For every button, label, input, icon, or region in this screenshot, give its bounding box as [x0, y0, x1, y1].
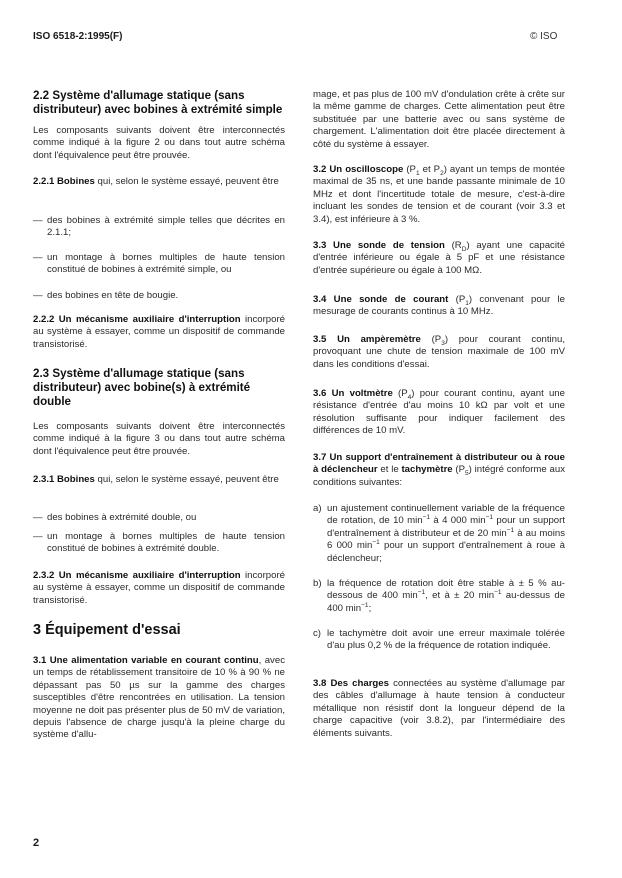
text-run: , avec un temps de rétablissement transitoire de 10 % à 90 % ne dépassant pas 50 µs sur la gamme des charges susceptibles d'être rencontrées en utilisation. La tension moyenne ne doit pas présenter plus de 50 mV de variation, depuis l'absence de charge jusqu'à la pleine charge du système d'allu-	[33, 655, 285, 741]
subscript: 1	[415, 169, 420, 177]
text-run: ) ayant un temps de montée maximal de 35 ns, et une bande passante minimale de 10 MHz et dont l'incertitude totale de mesure, c'est-à-dire incluant les sondes de tension et de courant (voir 3.3 et 3.4), est inférieure à 3 %.	[313, 164, 565, 225]
text-run: au-dessus de 400 min	[327, 590, 566, 614]
bold-term: 3.1 Une alimentation variable en courant continu	[33, 655, 259, 666]
text-run: ) intégré conforme aux conditions suivantes:	[313, 464, 565, 488]
copyright-header: © ISO	[530, 31, 558, 42]
paragraph	[33, 314, 285, 351]
text-run: un montage à bornes multiples de haute tension constitué de bobines à extrémité simple, ou	[47, 252, 285, 276]
superscript: −1	[506, 526, 515, 534]
text-run: (R	[444, 240, 462, 251]
section-heading	[33, 622, 285, 639]
list-marker: b)	[313, 578, 322, 589]
list-item	[33, 531, 285, 556]
list-marker: c)	[313, 628, 321, 639]
text-run: ) convenant pour le mesurage de courants continus à 10 MHz.	[313, 294, 565, 318]
text-run: connectées au système d'allumage par des câbles d'allumage à haute tension à conducteur métallique non résistif dont la longueur dépend de la charge capacitive (voir 3.8.2), par l'intermédiaire des éléments suivants.	[313, 678, 565, 739]
list-item	[33, 215, 285, 240]
document-id-header: ISO 6518-2:1995(F)	[33, 31, 123, 42]
subscript: 1	[465, 299, 469, 307]
bold-term: 3.3 Une sonde de tension	[313, 240, 445, 251]
paragraph	[313, 388, 565, 438]
text-run: des bobines à extrémité double, ou	[47, 512, 197, 523]
subscript: 3	[441, 339, 445, 347]
text-run: ;	[368, 602, 372, 614]
list-item	[33, 290, 285, 302]
paragraph	[313, 452, 565, 489]
paragraph	[33, 474, 285, 486]
list-item	[313, 578, 565, 615]
paragraph	[313, 89, 565, 151]
text-run: pour un support d'entraînement à roue à déclencheur;	[327, 540, 565, 564]
list-marker: —	[33, 512, 43, 523]
text-run: Les composants suivants doivent être interconnectés comme indiqué à la figure 2 ou dans tout autre schéma dont l'équivalence peut être prouvée.	[33, 125, 285, 161]
text-run: (P	[420, 334, 442, 345]
text-run: (P	[452, 464, 466, 476]
bold-term: 2.3.1 Bobines	[33, 474, 95, 485]
superscript: −1	[361, 601, 369, 609]
subscript: 4	[407, 393, 412, 401]
list-item	[313, 503, 565, 565]
paragraph	[33, 570, 285, 607]
text-run: ) pour courant continu, provoquant une chute de tension maximale de 100 mV dans les conditions d'essai.	[313, 334, 566, 370]
list-marker: —	[33, 290, 43, 301]
bold-term: 2.2.2 Un mécanisme auxiliaire d'interruption	[33, 314, 241, 325]
superscript: −1	[494, 589, 502, 597]
bold-term: 2.2.1 Bobines	[33, 176, 95, 187]
text-run: (P	[392, 388, 408, 399]
text-run: mage, et pas plus de 100 mV d'ondulation crête à crête sur la même gamme de charges. Cette alimentation peut être substituée par une batterie avec ou sans système de chargement. L'alimentation doit être placée directement à côté du système à essayer.	[313, 89, 565, 150]
text-run: le tachymètre doit avoir une erreur maximale tolérée d'au plus 0,2 % de la fréquence de rotation indiquée.	[327, 628, 565, 652]
paragraph	[33, 421, 285, 458]
text-run: un montage à bornes multiples de haute tension constitué de bobines à extrémité double.	[47, 531, 285, 555]
list-marker: —	[33, 215, 43, 226]
bold-term: 2.3.2 Un mécanisme auxiliaire d'interruption	[33, 570, 241, 581]
paragraph	[313, 334, 565, 371]
text-run: (P	[448, 294, 466, 305]
text-run: (P	[403, 164, 416, 175]
text-run: la fréquence de rotation doit être stable à ± 5 % au-dessous de 400 min	[327, 578, 565, 602]
subscript: D	[461, 245, 467, 253]
superscript: −1	[417, 589, 426, 597]
bold-term: 3.6 Un voltmètre	[313, 388, 393, 399]
text-run: ) pour courant continu, ayant une résistance d'entrée d'au moins 10 kΩ par volt et une résolution suffisante pour indiquer facilement des différences de 10 mV.	[313, 388, 565, 437]
text-run: à au moins 6 000 min	[327, 527, 565, 552]
section-heading	[33, 367, 285, 409]
list-marker: —	[33, 531, 43, 542]
text-run: pour un support d'entraînement à distributeur et de 20 min	[327, 515, 565, 539]
text-run: incorporé au système à essayer, comme un dispositif de commande transistorisé.	[33, 314, 285, 350]
text-run: Les composants suivants doivent être interconnectés comme indiqué à la figure 3 ou dans tout autre schéma dont l'équivalence peut être prouvée.	[33, 421, 285, 457]
text-run: incorporé au système à essayer, comme un dispositif de commande transistorisé.	[33, 570, 285, 606]
section-heading	[33, 89, 285, 117]
list-marker: —	[33, 252, 43, 263]
bold-term: 3.4 Une sonde de courant	[313, 294, 449, 305]
text-run: 2.2 Système d'allumage statique (sans distributeur) avec bobines à extrémité simple	[33, 89, 283, 116]
paragraph	[33, 655, 285, 742]
paragraph	[313, 678, 565, 740]
text-run: et le	[377, 464, 402, 476]
paragraph	[313, 164, 565, 226]
subscript: 2	[440, 169, 444, 177]
superscript: −1	[485, 514, 494, 522]
paragraph	[33, 125, 285, 162]
paragraph	[313, 294, 565, 319]
text-run: qui, selon le système essayé, peuvent être	[94, 474, 279, 485]
text-run: à 4 000 min	[430, 515, 486, 527]
superscript: −1	[422, 514, 431, 522]
bold-term: 3.2 Un oscilloscope	[313, 164, 404, 175]
subscript: 5	[465, 470, 469, 478]
bold-term: 3.5 Un ampèremètre	[313, 334, 421, 345]
text-run: un ajustement continuellement variable de la fréquence de rotation, de 10 min	[327, 503, 565, 527]
list-item	[33, 512, 285, 524]
text-run: ) ayant une capacité d'entrée inférieure ou égale à 5 pF et une résistance d'entrée supérieure ou égale à 100 MΩ.	[313, 240, 565, 276]
paragraph	[33, 176, 285, 188]
list-item	[33, 252, 285, 277]
text-run: , et à ± 20 min	[425, 590, 495, 602]
text-run: 3 Équipement d'essai	[33, 622, 181, 638]
text-run: et P	[419, 164, 441, 175]
text-run: 2.3 Système d'allumage statique (sans distributeur) avec bobine(s) à extrémité double	[33, 367, 251, 408]
bold-term: tachymètre	[401, 464, 453, 476]
list-marker: a)	[313, 503, 322, 514]
bold-term: 3.7 Un support d'entraînement à distributeur ou à roue à déclencheur	[313, 452, 565, 476]
paragraph	[313, 240, 565, 277]
page-number: 2	[33, 837, 40, 849]
text-run: des bobines à extrémité simple telles que décrites en 2.1.1;	[47, 215, 285, 239]
superscript: −1	[372, 539, 380, 547]
list-item	[313, 628, 565, 653]
text-run: des bobines en tête de bougie.	[47, 290, 179, 301]
text-run: qui, selon le système essayé, peuvent être	[94, 176, 279, 187]
bold-term: 3.8 Des charges	[313, 678, 389, 689]
